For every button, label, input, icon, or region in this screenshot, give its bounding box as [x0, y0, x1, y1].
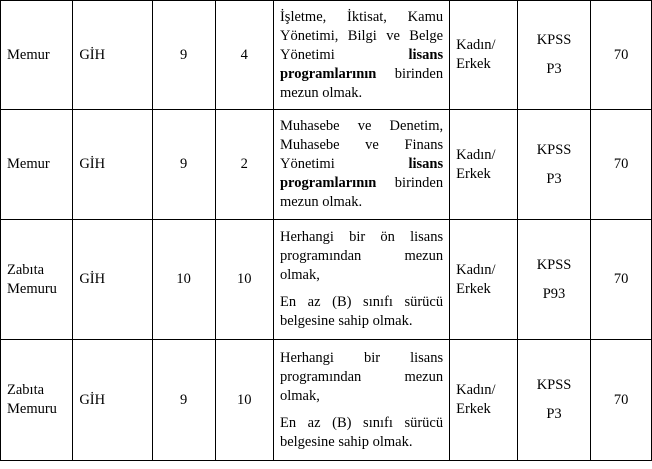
table-row	[1, 1, 652, 110]
unvan-cell: Zabıta Memuru	[1, 340, 73, 461]
nitelik-cell	[273, 110, 449, 220]
kpss-cell	[517, 220, 591, 340]
nitelik-paragraph: En az (B) sınıfı sürücü belgesine sahip olmak.	[279, 294, 444, 329]
cinsiyet-cell: Kadın/ Erkek	[450, 110, 518, 220]
nitelik-cell	[273, 1, 449, 110]
nitelik-paragraph: En az (B) sınıfı sürücü belgesine sahip olmak.	[279, 414, 444, 450]
kpss-label: KPSS	[536, 141, 572, 158]
adet-cell: 4	[215, 1, 273, 110]
table-row	[1, 340, 652, 461]
kpss-label: KPSS	[536, 256, 572, 273]
kpss-cell	[517, 340, 591, 461]
derece-cell: 9	[152, 1, 215, 110]
adet-cell: 10	[215, 340, 273, 461]
table-row	[1, 220, 652, 340]
kpss-label: KPSS	[536, 377, 572, 393]
nitelik-text-post: birinden mezun olmak.	[279, 175, 444, 210]
nitelik-bold: lisans programlarının	[279, 156, 444, 191]
sinif-cell: GİH	[73, 220, 152, 340]
adet-cell: 2	[215, 110, 273, 220]
nitelik-text: İşletme, İktisat, Kamu Yönetimi, Bilgi ve Belge Yönetimi	[279, 8, 444, 63]
derece-cell: 9	[152, 340, 215, 461]
unvan-cell: Memur	[1, 1, 73, 110]
sinif-cell: GİH	[73, 1, 152, 110]
puan-turu-label: P3	[546, 406, 562, 422]
derece-cell: 10	[152, 220, 215, 340]
taban-puan-cell: 70	[591, 1, 652, 110]
nitelik-bold: lisans programlarının	[279, 46, 444, 82]
table-row	[1, 110, 652, 220]
puan-turu-label: P3	[546, 61, 562, 77]
taban-puan-cell: 70	[591, 110, 652, 220]
sinif-cell: GİH	[73, 340, 152, 461]
nitelik-cell	[273, 340, 449, 461]
cinsiyet-cell: Kadın/ Erkek	[450, 340, 518, 461]
cinsiyet-cell: Kadın/ Erkek	[450, 1, 518, 110]
unvan-cell: Zabıta Memuru	[1, 220, 73, 340]
nitelik-paragraph: Herhangi bir lisans programından mezun olmak,	[279, 349, 444, 404]
unvan-cell: Memur	[1, 110, 73, 220]
kpss-cell	[517, 1, 591, 110]
nitelik-paragraph: Herhangi bir ön lisans programından mezun olmak,	[279, 229, 444, 283]
sinif-cell: GİH	[73, 110, 152, 220]
nitelik-text-post: birinden mezun olmak.	[279, 65, 444, 101]
nitelik-text: Muhasebe ve Denetim, Muhasebe ve Finans Yönetimi	[279, 118, 444, 172]
cinsiyet-cell: Kadın/ Erkek	[450, 220, 518, 340]
adet-cell: 10	[215, 220, 273, 340]
kpss-cell	[517, 110, 591, 220]
taban-puan-cell: 70	[591, 340, 652, 461]
taban-puan-cell: 70	[591, 220, 652, 340]
puan-turu-label: P3	[546, 170, 562, 187]
nitelik-cell	[273, 220, 449, 340]
derece-cell: 9	[152, 110, 215, 220]
puan-turu-label: P93	[542, 285, 566, 302]
kpss-label: KPSS	[536, 32, 572, 48]
